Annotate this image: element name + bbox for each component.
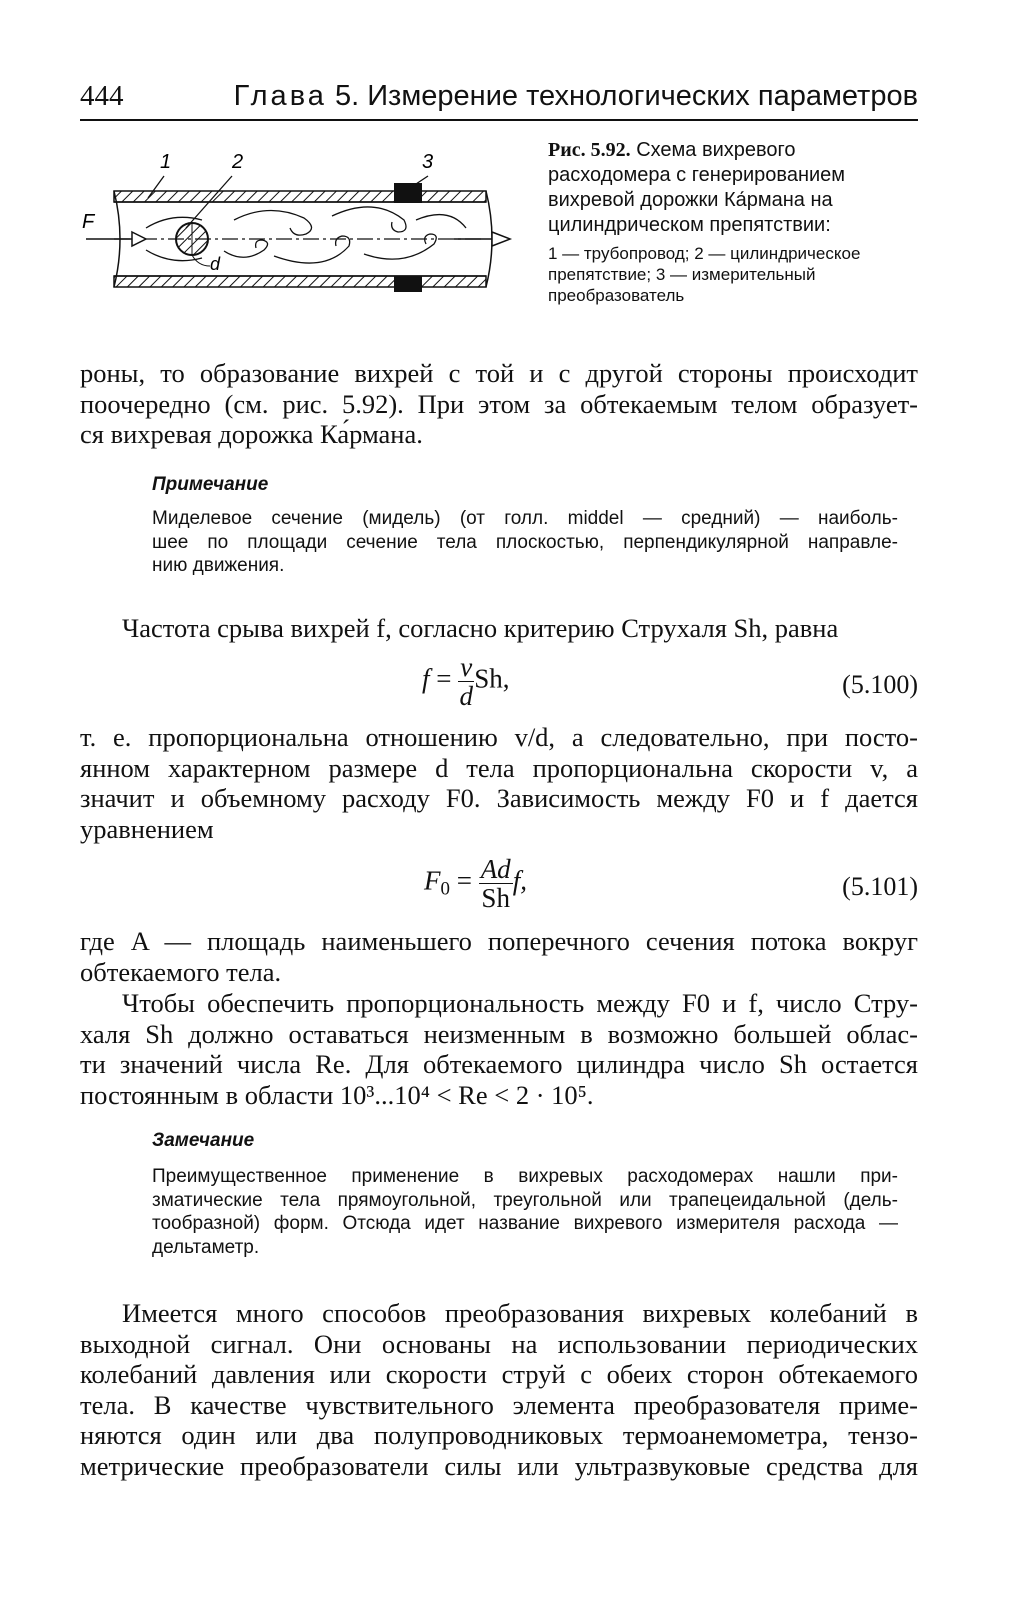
paragraph [80,358,918,450]
paragraph [80,988,918,1110]
eq-denominator: d [459,681,473,711]
text-line: где A — площадь наименьшего поперечного сечения потока вокруг [80,926,918,956]
equation-5-101: $F_0$ = $\frac{Ad}{Sh}$ f, [424,854,527,913]
paragraph [80,722,918,844]
equation-5-100: f = $\frac{v}{d}$ Sh, [422,652,510,711]
caption-legend [548,243,918,306]
eq-lhs: f [422,663,430,694]
legend-item: 1 — трубопровод; [548,244,690,263]
equation-number: (5.100) [842,670,918,699]
note-title: Замечание [152,1130,255,1151]
pipe-wall-top [114,191,486,202]
text-line: роны, то образование вихрей с той и с другой стороны происходит [80,358,918,388]
text-line: поочередно (см. рис. 5.92). При этом за обтекаемым телом образует- [80,388,918,419]
note-title: Примечание [152,474,269,495]
eq-fraction [479,855,513,912]
text-line: метрические преобразователи силы или ультразвуковые средства для [80,1450,918,1481]
eq-tail: Sh, [474,663,510,694]
eq-numerator: v [460,652,473,682]
text-line: ти значений числа Re. Для обтекаемого цилиндра число Sh остается [80,1049,918,1079]
text-line: Миделевое сечение (мидель) (от голл. middel — средний) — наиболь- [152,508,898,529]
text-line: тообразной) форм. Отсюда идет название вихревого измерителя расхода — [152,1213,898,1234]
note-body [152,1165,898,1259]
text-line: выходной сигнал. Они основаны на использовании периодических [80,1328,918,1359]
caption-label: Рис. 5.92. [548,139,631,161]
callout-3: 3 [422,151,434,173]
text-line: постоянным в области 10³...10⁴ < Re < 2 · 10⁵. [80,1079,594,1110]
equation-number: (5.101) [842,872,918,901]
text-line: значит и объемному расходу F0. Зависимость между F0 и f дается [80,783,918,813]
text-line: нию движения. [152,555,285,576]
text-line: обтекаемого тела. [80,956,282,987]
text-line: ся вихревая дорожка Ка́рмана. [80,419,423,449]
eq-lhs: F [424,865,441,896]
text-line: Частота срыва вихрей f, согласно критерию Струхаля Sh, равна [122,613,839,643]
running-head [80,78,918,114]
eq-lhs-sub: 0 [440,878,450,900]
text-line: зматические тела прямоугольной, треугольной или трапецеидальной (дель- [152,1189,898,1211]
text-line: Чтобы обеспечить пропорциональность между F0 и f, число Стру- [122,988,918,1018]
diameter-label: d [210,254,221,274]
sensor-top [394,183,422,203]
callout-1: 1 [160,151,172,173]
vortex-flowmeter-figure [74,136,524,311]
text-line: дельтаметр. [152,1236,260,1258]
eq-denominator: Sh [481,883,510,913]
text-line: колебаний давления или скорости струй с обеих сторон обтекаемого [80,1359,918,1389]
text-line: Имеется много способов преобразования вихревых колебаний в [122,1298,918,1328]
eq-tail: f, [512,865,527,896]
text-line: т. е. пропорциональна отношению v/d, а следовательно, при посто- [80,722,918,752]
text-line: шее по площади сечение тела плоскостью, перпендикулярной направле- [152,531,898,553]
paragraph [80,1298,918,1481]
text-line: янном характерном размере d тела пропорциональна скорости v, а [80,752,918,783]
text-line: Преимущественное применение в вихревых расходомерах нашли при- [152,1166,898,1187]
pipe-wall-bottom [114,276,486,287]
chapter-title [234,78,918,114]
header-rule [80,119,918,121]
figure-caption [548,138,918,306]
text-line: халя Sh должно оставаться неизменным в возможно большей облас- [80,1018,918,1049]
paragraph [80,926,918,987]
flow-label: F [82,211,95,233]
page-number: 444 [80,80,124,112]
caption-main [548,138,918,238]
eq-fraction [458,653,474,710]
paragraph [122,613,918,644]
chapter-rest: 5. Измерение технологических параметров [334,80,918,112]
text-line: няются один или два полупроводниковых термоанемометра, тензо- [80,1420,918,1450]
sensor-bottom [394,276,422,292]
text-line: уравнением [80,813,214,844]
legend-item: 3 — измерительный преобразователь [548,265,816,305]
chapter-label: Глава [233,80,327,112]
caption-title: Схема вихревого расходомера с генерированием вихревой дорожки Ка́рмана на цилиндрическом препятствии: [548,139,846,236]
callout-2: 2 [232,151,244,173]
note-body [152,507,898,578]
text-line: тела. В качестве чувствительного элемента преобразователя приме- [80,1389,918,1420]
eq-numerator: Ad [480,854,511,884]
legend-item: 2 — цилиндрическое препятствие; [548,244,861,284]
